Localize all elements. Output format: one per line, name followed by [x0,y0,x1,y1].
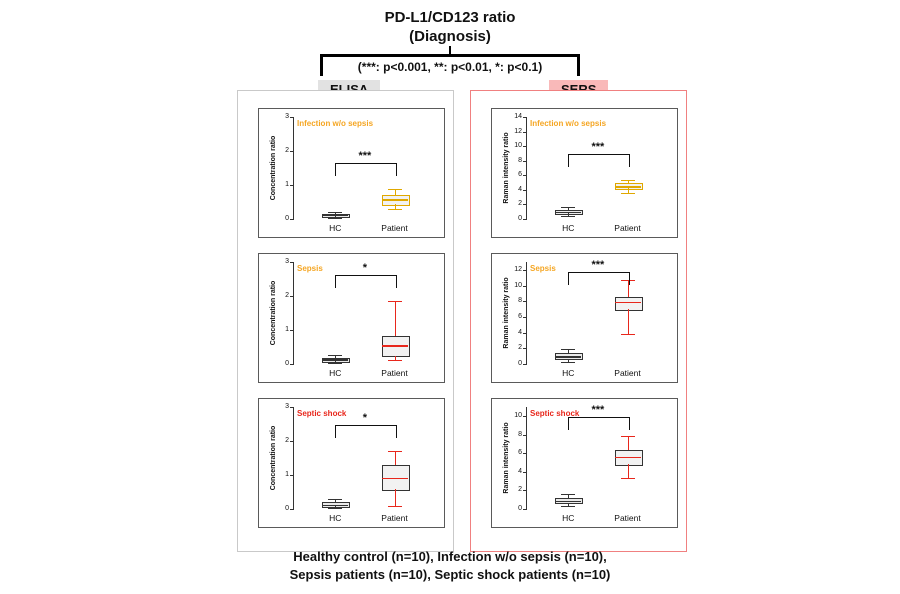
y-tick-label: 6 [518,449,522,457]
y-tick-mark [290,407,294,408]
boxplot-cap-lower [621,334,635,335]
y-tick-label: 6 [518,312,522,320]
y-tick-label: 1 [285,326,289,333]
chart-group-label: Infection w/o sepsis [530,119,607,128]
boxplot-cap-lower [561,506,575,507]
y-tick-label: 2 [518,344,522,352]
significance-bracket [335,275,396,288]
y-tick-mark [523,472,527,473]
y-tick-label: 3 [285,258,289,265]
significance-bracket [335,425,396,438]
x-tick-label: Patient [381,223,408,233]
y-tick-mark [290,219,294,220]
boxplot-cap-lower [388,209,402,210]
boxplot-cap-upper [621,436,635,437]
y-axis-label: Raman intensity ratio [503,422,510,494]
y-tick-mark [290,330,294,331]
boxplot-median [382,345,408,346]
y-tick-label: 0 [518,215,522,222]
y-tick-label: 1 [285,471,289,478]
significance-label: *** [591,140,605,153]
y-tick-mark [523,348,527,349]
y-tick-mark [523,270,527,271]
x-tick-label: Patient [614,368,641,378]
boxplot-cap-lower [388,506,402,507]
x-tick-label: Patient [381,513,408,523]
significance-bracket [568,417,629,430]
boxplot-whisker-lower [395,489,396,506]
chart-sers-septic-shock [491,398,678,528]
chart-group-label: Infection w/o sepsis [297,119,374,128]
chart-group-label: Septic shock [297,409,347,418]
y-tick-label: 4 [518,467,522,475]
boxplot-whisker-upper [395,451,396,466]
y-tick-label: 8 [518,430,522,438]
y-tick-mark [523,146,527,147]
y-tick-mark [523,435,527,436]
boxplot-median [615,302,641,303]
y-tick-mark [290,364,294,365]
y-tick-mark [290,475,294,476]
y-tick-label: 12 [514,127,522,135]
boxplot-cap-lower [621,478,635,479]
y-tick-mark [290,185,294,186]
y-tick-label: 2 [285,147,289,154]
y-tick-mark [523,132,527,133]
y-tick-mark [523,364,527,365]
y-axis-label: Concentration ratio [270,425,277,491]
x-tick-label: HC [562,513,575,523]
boxplot-cap-upper [388,189,402,190]
y-tick-label: 10 [514,412,522,420]
y-tick-label: 12 [514,265,522,273]
y-tick-label: 6 [518,171,522,179]
significance-label: *** [591,404,605,416]
y-tick-label: 0 [285,215,289,222]
page-title-line2: (Diagnosis) [409,28,491,45]
y-tick-mark [523,317,527,318]
x-tick-label: HC [329,368,342,378]
chart-sers-sepsis [491,253,678,383]
boxplot-cap-lower [328,218,342,219]
caption-line1: Healthy control (n=10), Infection w/o sepsis (n=10), [293,549,607,564]
y-tick-label: 10 [514,281,522,289]
y-tick-mark [290,296,294,297]
boxplot-cap-upper [328,355,342,356]
boxplot-cap-lower [388,360,402,361]
y-tick-label: 4 [518,185,522,193]
boxplot-whisker-lower [628,309,629,334]
bracket-stem [449,46,451,54]
boxplot-cap-lower [561,362,575,363]
y-axis-line [293,407,294,509]
y-tick-label: 3 [285,403,289,410]
y-tick-mark [523,509,527,510]
y-tick-label: 1 [285,181,289,188]
boxplot-median [615,457,641,458]
chart-sers-infection [491,108,678,238]
x-tick-label: Patient [381,368,408,378]
y-tick-label: 8 [518,297,522,305]
y-tick-label: 0 [518,505,522,512]
boxplot-box [382,336,410,357]
y-tick-mark [523,219,527,220]
significance-label: * [362,411,368,424]
y-axis-line [293,262,294,364]
y-tick-label: 2 [518,200,522,208]
boxplot-whisker-upper [395,301,396,336]
y-axis-label: Raman intensity ratio [503,132,510,204]
y-tick-label: 0 [285,360,289,367]
caption-line2: Sepsis patients (n=10), Septic shock patients (n=10) [289,567,611,582]
y-tick-label: 10 [514,142,522,150]
y-tick-label: 8 [518,156,522,164]
chart-group-label: Sepsis [297,264,323,273]
y-tick-mark [523,175,527,176]
y-tick-mark [290,262,294,263]
y-tick-mark [290,441,294,442]
boxplot-cap-lower [328,363,342,364]
boxplot-median [555,356,581,357]
y-axis-label: Concentration ratio [270,280,277,346]
x-tick-label: HC [329,223,342,233]
boxplot-median [382,199,408,200]
boxplot-cap-lower [328,508,342,509]
y-tick-mark [523,490,527,491]
y-tick-label: 2 [518,486,522,494]
significance-label: * [362,262,368,275]
significance-label: *** [358,150,372,163]
y-tick-label: 4 [518,328,522,336]
y-tick-mark [523,301,527,302]
significance-bracket [335,163,396,176]
boxplot-cap-upper [561,494,575,495]
x-tick-label: HC [562,368,575,378]
y-tick-mark [523,161,527,162]
y-tick-mark [523,204,527,205]
y-tick-mark [523,117,527,118]
boxplot-box [615,297,643,312]
boxplot-cap-upper [621,180,635,181]
y-tick-mark [523,416,527,417]
y-tick-label: 14 [514,113,522,120]
boxplot-cap-upper [561,207,575,208]
significance-bracket [568,154,629,167]
bracket-horizontal [320,54,580,57]
y-axis-line [526,407,527,509]
y-tick-label: 0 [518,360,522,367]
chart-group-label: Sepsis [530,264,556,273]
chart-elisa-sepsis [258,253,445,383]
boxplot-cap-upper [388,301,402,302]
chart-group-label: Septic shock [530,409,580,418]
significance-label: *** [591,259,605,271]
boxplot-cap-upper [328,212,342,213]
page-title [0,8,900,46]
boxplot-whisker-lower [628,464,629,478]
pvalue-legend: (***: p<0.001, **: p<0.01, *: p<0.1) [357,60,543,74]
y-axis-label: Raman intensity ratio [503,277,510,349]
boxplot-cap-upper [561,349,575,350]
page-title-line1: PD-L1/CD123 ratio [384,9,516,26]
boxplot-cap-upper [328,499,342,500]
y-tick-mark [523,453,527,454]
y-tick-label: 2 [285,292,289,299]
chart-elisa-septic-shock [258,398,445,528]
x-tick-label: Patient [614,223,641,233]
y-tick-mark [290,509,294,510]
significance-bracket [568,272,629,285]
boxplot-cap-upper [388,451,402,452]
y-tick-label: 2 [285,437,289,444]
boxplot-median [382,478,408,479]
y-tick-mark [290,117,294,118]
boxplot-median [615,186,641,187]
y-tick-mark [290,151,294,152]
y-axis-line [293,117,294,219]
boxplot-cap-lower [561,216,575,217]
boxplot-cap-lower [621,193,635,194]
y-tick-mark [523,333,527,334]
boxplot-whisker-upper [628,436,629,450]
figure-caption [0,548,900,584]
y-tick-mark [523,190,527,191]
x-tick-label: Patient [614,513,641,523]
chart-elisa-infection [258,108,445,238]
y-tick-label: 0 [285,505,289,512]
x-tick-label: HC [562,223,575,233]
x-tick-label: HC [329,513,342,523]
y-tick-label: 3 [285,113,289,120]
y-tick-mark [523,286,527,287]
y-axis-label: Concentration ratio [270,135,277,201]
